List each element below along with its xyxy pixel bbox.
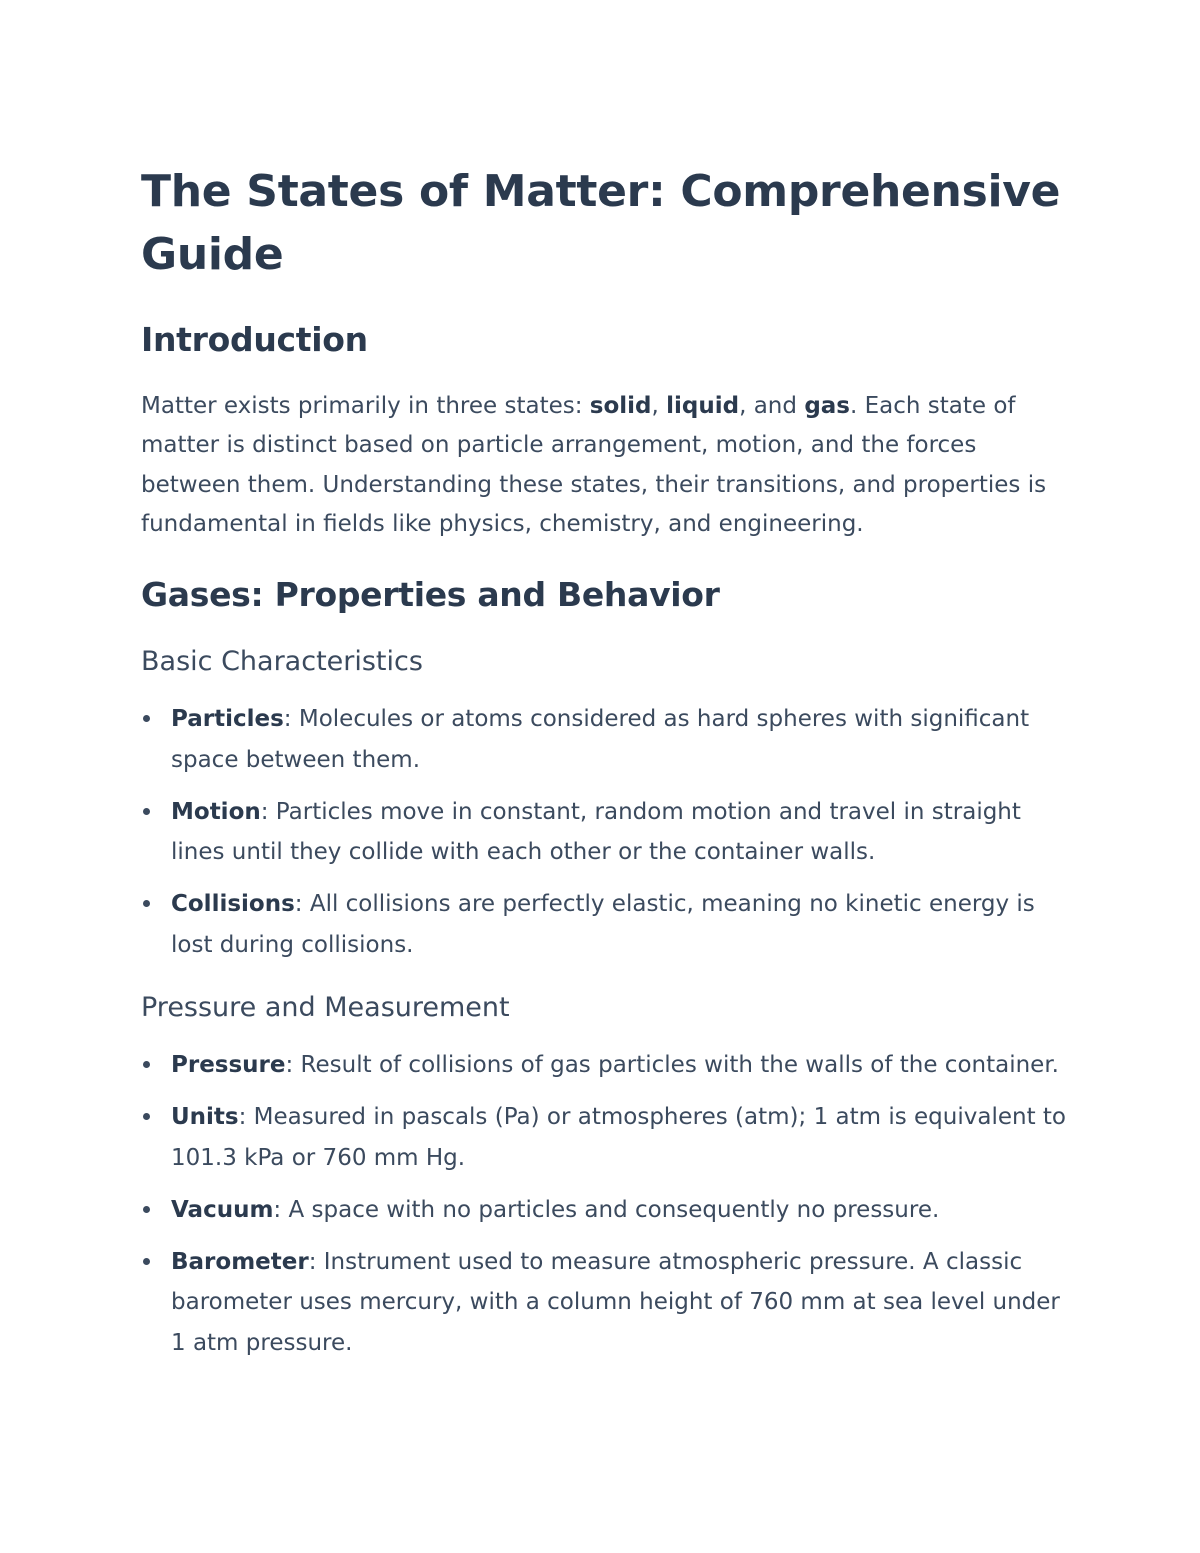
list-item-text: : Instrument used to measure atmospheric pressure. A classic barometer uses mercury, with a column height of 760 mm at sea level under 1 atm pressure. (171, 1248, 1060, 1356)
bullet-icon (143, 900, 150, 907)
intro-separator: , (651, 393, 667, 419)
list-item-term: Collisions (171, 891, 295, 918)
list-item-text: : Measured in pascals (Pa) or atmospheres (atm); 1 atm is equivalent to 101.3 kPa or 760 mm Hg. (171, 1104, 1066, 1171)
bullet-icon (143, 1113, 150, 1120)
bold-term-liquid: liquid (666, 393, 740, 419)
pressure-measurement-list (141, 1045, 1071, 1363)
intro-text-part: . Each state of matter is distinct based on particle arrangement, motion, and the forces between them. Understanding these states, their transitions, and properties is fundamental in fields like physics, chemistry, and engineering. (141, 393, 1047, 537)
list-item-term: Vacuum (171, 1196, 274, 1223)
bullet-icon (143, 1258, 150, 1265)
list-item (141, 792, 1071, 873)
list-item-text: : Result of collisions of gas particles with the walls of the container. (285, 1052, 1059, 1079)
basic-characteristics-list (141, 699, 1071, 965)
page-title: The States of Matter: Comprehensive Guide (141, 166, 1061, 280)
bold-term-gas: gas (804, 393, 850, 419)
list-item-text: : Molecules or atoms considered as hard spheres with significant space between them. (171, 706, 1030, 773)
bullet-icon (143, 1206, 150, 1213)
document-page (141, 160, 1071, 1375)
subsection-heading-basic-characteristics: Basic Characteristics (141, 646, 423, 678)
list-item-term: Units (171, 1104, 239, 1131)
list-item-term: Barometer (171, 1248, 309, 1275)
bullet-icon (143, 1061, 150, 1068)
list-item (141, 699, 1071, 780)
list-item-term: Motion (171, 798, 261, 825)
list-item-text: : All collisions are perfectly elastic, meaning no kinetic energy is lost during collisions. (171, 891, 1035, 958)
bullet-icon (143, 715, 150, 722)
bullet-icon (143, 808, 150, 815)
section-heading-introduction: Introduction (141, 320, 368, 359)
bold-term-solid: solid (589, 393, 652, 419)
list-item-term: Pressure (171, 1052, 286, 1079)
list-item (141, 1242, 1071, 1364)
list-item (141, 1190, 1071, 1231)
list-item-text: : A space with no particles and consequently no pressure. (273, 1196, 940, 1223)
list-item (141, 1097, 1071, 1178)
intro-separator: , and (739, 393, 805, 419)
list-item (141, 884, 1071, 965)
subsection-heading-pressure-measurement: Pressure and Measurement (141, 992, 510, 1024)
intro-text-part: Matter exists primarily in three states: (141, 393, 590, 419)
section-heading-gases: Gases: Properties and Behavior (141, 575, 720, 615)
list-item (141, 1045, 1071, 1086)
list-item-term: Particles (171, 706, 284, 733)
intro-paragraph (141, 387, 1071, 544)
list-item-text: : Particles move in constant, random motion and travel in straight lines until they collide with each other or the container walls. (171, 798, 1021, 866)
